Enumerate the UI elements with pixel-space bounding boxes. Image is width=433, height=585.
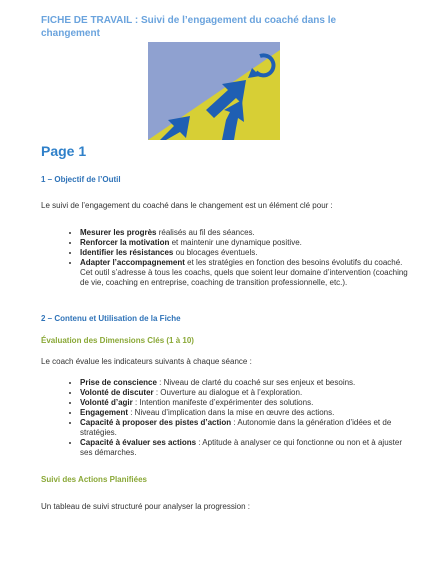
list-item: • Mesurer les progrès réalisés au fil des séances. [80,228,410,238]
section2-intro: Le coach évalue les indicateurs suivants à chaque séance : [41,357,252,366]
section-heading-objectif: 1 – Objectif de l’Outil [41,175,121,184]
list-item: • Volonté de discuter : Ouverture au dialogue et à l’exploration. [80,388,410,398]
section-heading-contenu: 2 – Contenu et Utilisation de la Fiche [41,314,181,323]
list-item: • Capacité à proposer des pistes d’action : Autonomie dans la génération d’idées et de stratégies. [80,418,410,438]
list-item: • Volonté d’agir : Intention manifeste d’expérimenter des solutions. [80,398,410,408]
list-item: • Capacité à évaluer ses actions : Aptitude à analyser ce qui fonctionne ou non et à ajuster ses démarches. [80,438,410,458]
list-item: • Identifier les résistances ou blocages éventuels. [80,248,410,258]
section1-intro: Le suivi de l’engagement du coaché dans le changement est un élément clé pour : [41,201,333,210]
objectives-list [62,228,410,288]
subheading-evaluation: Évaluation des Dimensions Clés (1 à 10) [41,336,194,345]
list-item: • Renforcer la motivation et maintenir une dynamique positive. [80,238,410,248]
actions-intro: Un tableau de suivi structuré pour analyser la progression : [41,502,250,511]
subheading-actions: Suivi des Actions Planifiées [41,475,147,484]
list-item: • Adapter l’accompagnement et les stratégies en fonction des besoins évolutifs du coaché. Cet outil s’adresse à tous les coachs, quels que soient leur domaine d’intervention (coaching de vie, coaching en entreprise, coaching de transition professionnelle, etc.). [80,258,410,288]
arrows-icon [148,42,280,140]
hero-image [148,42,280,140]
indicators-list [62,378,410,458]
list-item: • Prise de conscience : Niveau de clarté du coaché sur ses enjeux et besoins. [80,378,410,388]
document-title: FICHE DE TRAVAIL : Suivi de l’engagement du coaché dans le changement [41,15,337,39]
page-heading: Page 1 [41,143,87,159]
list-item: • Engagement : Niveau d’implication dans la mise en œuvre des actions. [80,408,410,418]
